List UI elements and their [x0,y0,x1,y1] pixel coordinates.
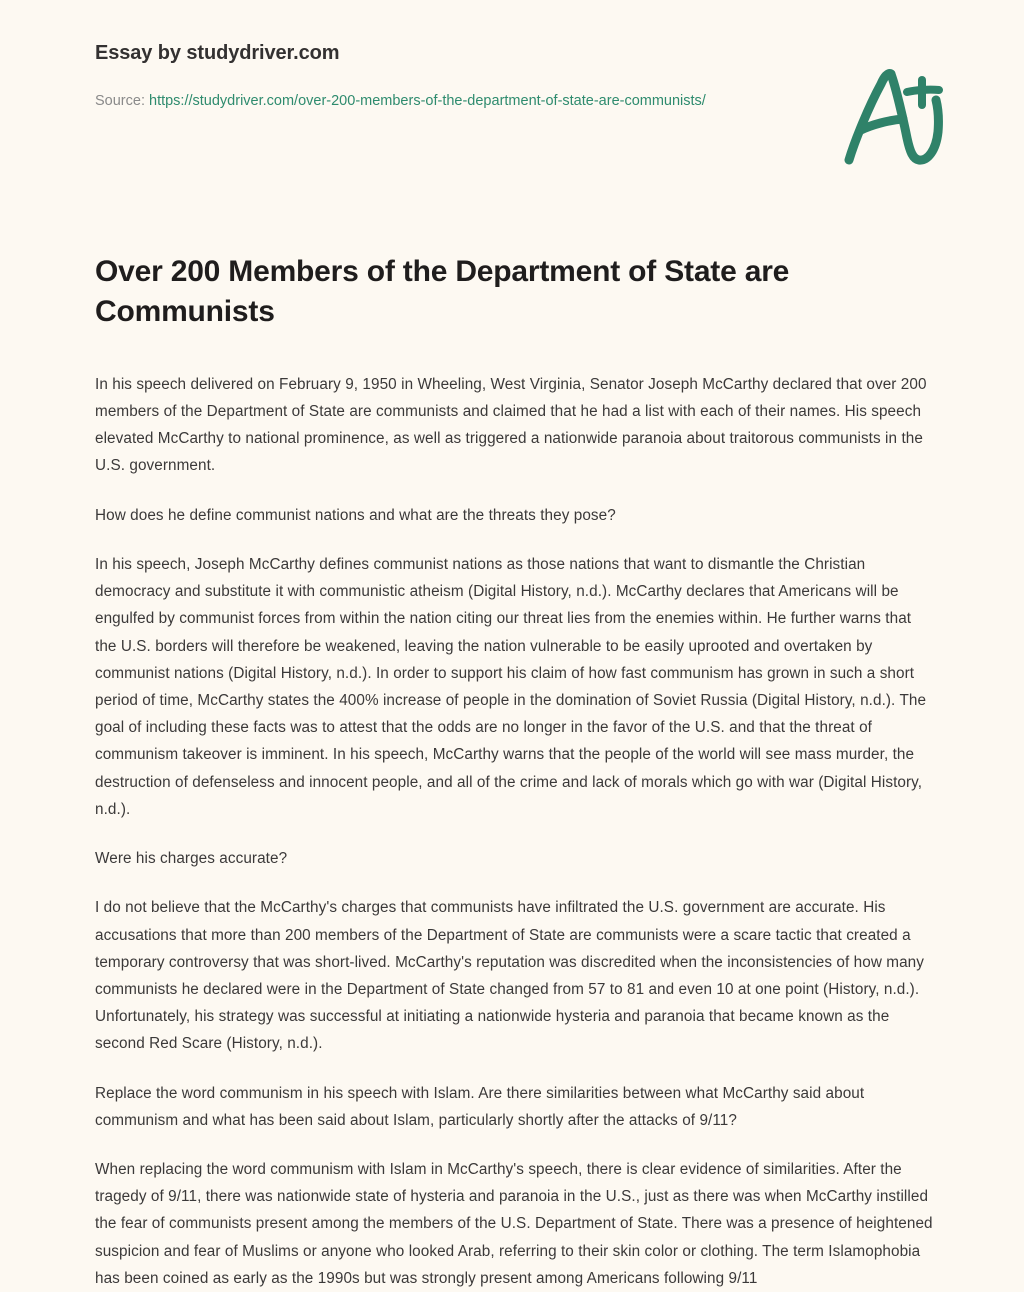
paragraph-question: Replace the word communism in his speech with Islam. Are there similarities between what McCarthy said about communism and what has been said about Islam, particularly shortly after the attacks of 9/11? [95,1084,865,1129]
paragraph-question: Were his charges accurate? [95,850,288,868]
essay-byline: Essay by studydriver.com [95,42,340,64]
a-plus-logo-icon [839,62,951,172]
article-paragraphs [95,371,933,1292]
paragraph: I do not believe that the McCarthy's charges that communists have infiltrated the U.S. government are accurate. His accusations that more than 200 members of the Department of State are communists were a scare tactic that created a temporary controversy that was short-lived. McCarthy's reputation was discredited when the inconsistencies of how many communists he declared were in the Department of State changed from 57 to 81 and even 10 at one point (History, n.d.). Unfortunately, his strategy was successful at initiating a nationwide hysteria and paranoia that became known as the second Red Scare (History, n.d.). [95,899,924,1053]
paragraph: In his speech, Joseph McCarthy defines communist nations as those nations that want to dismantle the Christian democracy and substitute it with communistic atheism (Digital History, n.d.). McCarthy declares that Americans will be engulfed by communist forces from within the nation citing our threat lies from the enemies within. He further warns that the U.S. borders will therefore be weakened, leaving the nation vulnerable to be easily uprooted and overtaken by communist nations (Digital History, n.d.). In order to support his claim of how fast communism has grown in such a short period of time, McCarthy states the 400% increase of people in the domination of Soviet Russia (Digital History, n.d.). The goal of including these facts was to attest that the odds are no longer in the favor of the U.S. and that the threat of communism takeover is imminent. In his speech, McCarthy warns that the people of the world will see mass murder, the destruction of defenseless and innocent people, and all of the crime and lack of morals which go with war (Digital History, n.d.). [95,555,927,818]
source-url-link[interactable]: https://studydriver.com/over-200-members-of-the-department-of-state-are-communists/ [149,93,706,109]
article-body [95,252,933,1292]
paragraph-question: How does he define communist nations and what are the threats they pose? [95,506,616,524]
document-header [95,40,795,113]
paragraph: In his speech delivered on February 9, 1950 in Wheeling, West Virginia, Senator Joseph McCarthy declared that over 200 members of the Department of State are communists and claimed that he had a list with each of their names. His speech elevated McCarthy to national prominence, as well as triggered a nationwide paranoia about traitorous communists in the U.S. government. [95,375,927,475]
page-title: Over 200 Members of the Department of State are Communists [95,255,790,328]
source-label: Source: [95,93,149,109]
source-line [95,90,760,113]
a-plus-logo-svg [839,62,951,172]
paragraph: When replacing the word communism with Islam in McCarthy's speech, there is clear evidence of similarities. After the tragedy of 9/11, there was nationwide state of hysteria and paranoia in the U.S., just as there was when McCarthy instilled the fear of communists present among the members of the U.S. Department of State. There was a presence of heightened suspicion and fear of Muslims or anyone who looked Arab, referring to their skin color or clothing. The term Islamophobia has been coined as early as the 1990s but was strongly present among Americans following 9/11 [95,1161,933,1287]
